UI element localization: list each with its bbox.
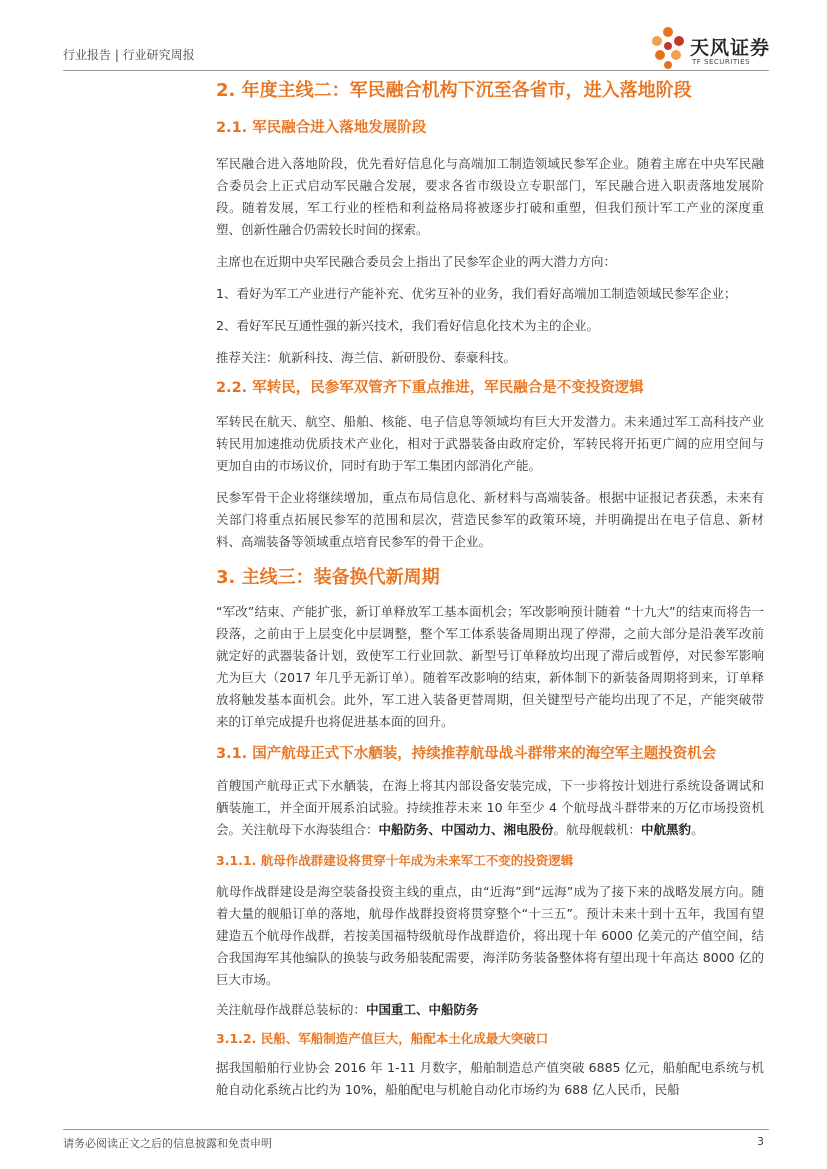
header-divider	[63, 70, 769, 71]
section-2-1-paragraph-5: 推荐关注：航新科技、海兰信、新研股份、泰豪科技。	[216, 350, 517, 365]
footer-divider	[63, 1129, 769, 1130]
section-3-1-1-bold-stocks: 中国重工、中船防务	[366, 1002, 479, 1017]
section-3-1-title: 3.1. 国产航母正式下水舾装，持续推荐航母战斗群带来的海空军主题投资机会	[216, 746, 717, 762]
section-3-1-1-title: 3.1.1. 航母作战群建设将贯穿十年成为未来军工不变的投资逻辑	[216, 853, 574, 868]
section-2-1-title: 2.1. 军民融合进入落地发展阶段	[216, 120, 427, 136]
section-2-2-paragraph-1: 军转民在航天、航空、船舶、核能、电子信息等领域均有巨大开发潜力。未来通过军工高科技产业转民用加速推动优质技术产业化，相对于武器装备由政府定价，军转民将开拓更广阔的应用空间与更加自由的市场议价，同时有助于军工集团内部消化产能。	[216, 414, 764, 473]
section-2-1-paragraph-2: 主席也在近期中央军民融合委员会上指出了民参军企业的两大潜力方向：	[216, 254, 617, 269]
section-3-1-paragraph-1	[216, 775, 764, 841]
section-2-2-paragraph-2: 民参军骨干企业将继续增加，重点布局信息化、新材料与高端装备。根据中证报记者获悉，未来有关部门将重点拓展民参军的范围和层次，营造民参军的政策环境，并明确提出在电子信息、新材料、高端装备等领域重点培育民参军的骨干企业。	[216, 490, 764, 549]
section-3-title: 3. 主线三：装备换代新周期	[216, 567, 440, 588]
section-3-1-2-title: 3.1.2. 民船、军船制造产值巨大，船配本土化成最大突破口	[216, 1031, 549, 1046]
page-number: 3	[757, 1135, 764, 1148]
section-3-paragraph-1: “军改”结束、产能扩张，新订单释放军工基本面机会；军改影响预计随着 “十九大”的结束而将告一段落，之前由于上层变化中层调整，整个军工体系装备周期出现了停滞，之前大部分是沿袭军改前就定好的武器装备计划，致使军工行业回款、新型号订单释放均出现了滞后或暂停，对民参军影响尤为巨大（2017 年几乎无新订单）。随着军改影响的结束，新体制下的新装备周期将到来，订单释放将触发基本面机会。此外，军工进入装备更替周期，但关键型号产能均出现了不足，产能突破带来的订单完成提升也将促进基本面的回升。	[216, 604, 764, 729]
header-breadcrumb: 行业报告 | 行业研究周报	[63, 48, 195, 62]
section-3-1-1-text-a: 关注航母作战群总装标的：	[216, 1002, 367, 1017]
section-2-1-paragraph-4: 2、看好军民互通性强的新兴技术，我们看好信息化技术为主的企业。	[216, 318, 599, 333]
section-3-1-bold-stocks: 中船防务、中国动力、湘电股份	[378, 822, 554, 837]
footer-disclaimer: 请务必阅读正文之后的信息披露和免责申明	[63, 1137, 272, 1150]
section-3-1-text-c: 。航母舰载机：	[553, 822, 642, 837]
company-logo	[648, 25, 778, 73]
section-2-2-title: 2.2. 军转民，民参军双管齐下重点推进，军民融合是不变投资逻辑	[216, 380, 644, 396]
section-2-1-paragraph-1: 军民融合进入落地阶段，优先看好信息化与高端加工制造领域民参军企业。随着主席在中央军民融合委员会上正式启动军民融合发展，要求各省市级设立专职部门，军民融合进入职责落地发展阶段。随着发展，军工行业的桎梏和利益格局将被逐步打破和重塑，但我们预计军工产业的深度重塑、创新性融合仍需较长时间的探索。	[216, 156, 764, 237]
main-content	[216, 78, 764, 1101]
section-3-1-1-paragraph-1: 航母作战群建设是海空装备投资主线的重点，由“近海”到“远海”成为了接下来的战略发展方向。随着大量的舰船订单的落地，航母作战群投资将贯穿整个“十三五”。预计未来十到十五年，我国有望建造五个航母作战群，若按美国福特级航母作战群造价，将出现十年 6000 亿美元的产值空间，结合我国海军其他编队的换装与政务船装配需要，海洋防务装备整体将有望出现十年高达 8000 亿的巨大市场。	[216, 884, 764, 987]
section-2-title: 2. 年度主线二：军民融合机构下沉至各省市，进入落地阶段	[216, 80, 692, 101]
section-3-1-2-paragraph-1: 据我国船舶行业协会 2016 年 1-11 月数字，船舶制造总产值突破 6885 亿元，船舶配电系统与机舱自动化系统占比约为 10%，船舶配电与机舱自动化市场约为 688 亿人民币，民船	[216, 1060, 764, 1097]
logo-flower-icon	[648, 25, 688, 71]
section-3-1-text-e: 。	[691, 822, 704, 837]
section-3-1-1-paragraph-2	[216, 999, 764, 1021]
section-2-1-paragraph-3: 1、看好为军工产业进行产能补充、优劣互补的业务，我们看好高端加工制造领域民参军企业；	[216, 286, 737, 301]
section-3-1-text-a: 首艘国产航母正式下水舾装，在海上将其内部设备安装完成，下一步将按计划进行系统设备调试和舾装施工，并全面开展系泊试验。持续推荐未来 10 年至少 4 个航母战斗群带来的万亿市场投资机会。关注航母下水海装组合：	[216, 778, 764, 837]
logo-text-cn: 天风证券	[690, 37, 771, 59]
logo-text-en: TF SECURITIES	[692, 58, 751, 66]
section-3-1-bold-stock-2: 中航黑豹	[641, 822, 692, 837]
